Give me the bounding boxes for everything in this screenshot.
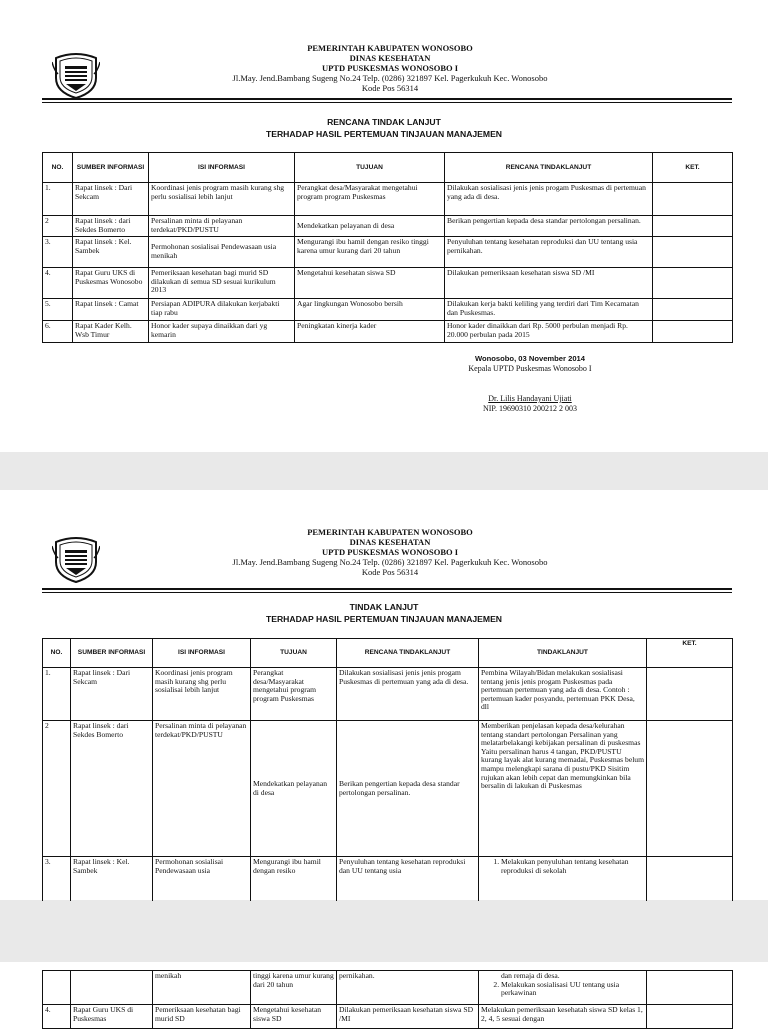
cell-no: 5. xyxy=(43,299,73,321)
cell-sumber: Rapat Guru UKS di Puskesmas Wonosobo xyxy=(73,268,149,299)
cell-no: 2 xyxy=(43,216,73,237)
table-header-row xyxy=(43,153,733,183)
table-row xyxy=(43,299,733,321)
doc-subtitle: TERHADAP HASIL PERTEMUAN TINJAUAN MANAJEMEN xyxy=(265,129,503,139)
cell-tindaklanjut: Memberikan penjelasan kepada desa/kelurahan tentang standart pertolongan Persalinan yang melatarbelakangi kebijakan persalinan di puskesmas Yaitu persalinan harus 4 tangan, PKD/PUSTU kurang layak alat kurang memadai, Puskesmas belum mampu melengkapi sarana di pustu/PKD Sisitim rujukan akan lebih cepat dan memungkinkan bila bersalin di lakukan di Puskesmas xyxy=(479,721,647,857)
cell-tujuan: Mengetahui kesehatan siswa SD xyxy=(295,268,445,299)
col-header: TINDAKLANJUT xyxy=(479,639,647,668)
signature-position: Kepala UPTD Puskesmas Wonosobo I xyxy=(468,364,592,373)
cell-tujuan: Agar lingkungan Wonosobo bersih xyxy=(295,299,445,321)
cell-sumber: Rapat linsek : Kel. Sambek xyxy=(73,237,149,268)
col-header: SUMBER INFORMASI xyxy=(71,639,153,668)
cell-isi: Persalinan minta di pelayanan terdekat/PKD/PUSTU xyxy=(153,721,251,857)
table-row xyxy=(43,1005,733,1029)
table-row xyxy=(43,237,733,268)
office-name: DINAS KESEHATAN xyxy=(349,53,431,63)
col-header: RENCANA TINDAKLANJUT xyxy=(337,639,479,668)
cell-rencana: Penyuluhan tentang kesehatan reproduksi dan UU tentang usia pernikahan. xyxy=(445,237,653,268)
cell-tujuan: Mendekatkan pelayanan di desa xyxy=(295,216,445,237)
address: Jl.May. Jend.Bambang Sugeng No.24 Telp. (0286) 321897 Kel. Pagerkukuh Kec. Wonosobo xyxy=(232,557,548,567)
signatory-name: Dr. Lilis Handayani Ujiati xyxy=(488,394,572,403)
cell-sumber: Rapat linsek : Kel. Sambek xyxy=(71,857,153,901)
header-rule xyxy=(42,588,732,593)
cell-isi: Koordinasi jenis program masih kurang shg perlu sosialisai lebih lanjut xyxy=(149,183,295,216)
cell-ket xyxy=(653,321,733,343)
cell-ket xyxy=(647,971,733,1005)
cell-sumber: Rapat linsek : Camat xyxy=(73,299,149,321)
letterhead-1 xyxy=(0,40,768,100)
cell-isi: Permohonan sosialisai Pendewasaan usia xyxy=(153,857,251,901)
cell-sumber xyxy=(71,971,153,1005)
cell-tujuan: Mengurangi ibu hamil dengan resiko tinggi karena umur kurang dari 20 tahun xyxy=(295,237,445,268)
cell-ket xyxy=(647,668,733,721)
col-header: SUMBER INFORMASI xyxy=(73,153,149,183)
cell-ket xyxy=(653,216,733,237)
cell-ket xyxy=(647,857,733,901)
table-row xyxy=(43,971,733,1005)
cell-tindaklanjut: Melakukan pemeriksaan kesehatah siswa SD kelas 1, 2, 4, 5 sesuai dengan xyxy=(479,1005,647,1029)
cell-rencana: Dilakukan sosialisasi jenis jenis progam Puskesmas di pertemuan yang ada di desa. xyxy=(337,668,479,721)
doc-title: RENCANA TINDAK LANJUT xyxy=(327,117,441,127)
cell-rencana: Penyuluhan tentang kesehatan reproduksi dan UU tentang usia xyxy=(337,857,479,901)
table-row xyxy=(43,321,733,343)
cell-tujuan: tinggi karena umur kurang dari 20 tahun xyxy=(251,971,337,1005)
cell-ket xyxy=(653,183,733,216)
cell-tujuan: Peningkatan kinerja kader xyxy=(295,321,445,343)
table-row xyxy=(43,668,733,721)
doc-title: TINDAK LANJUT xyxy=(349,602,419,612)
col-header: NO. xyxy=(43,639,71,668)
list-item: 1. Melakukan penyuluhan tentang kesehatan reproduksi di sekolah xyxy=(501,858,644,875)
cell-no: 2 xyxy=(43,721,71,857)
signature-block xyxy=(430,354,630,414)
letterhead-2 xyxy=(0,524,768,584)
unit-name: UPTD PUSKESMAS WONOSOBO I xyxy=(321,63,459,73)
list-item: 2. Melakukan sosialisasi UU tentang usia perkawinan xyxy=(501,981,644,998)
table-row xyxy=(43,183,733,216)
cell-sumber: Rapat linsek : Dari Sekcam xyxy=(73,183,149,216)
table-row xyxy=(43,721,733,857)
doc-subtitle: TERHADAP HASIL PERTEMUAN TINJAUAN MANAJEMEN xyxy=(265,614,503,624)
cell-isi: Honor kader supaya dinaikkan dari yg kemarin xyxy=(149,321,295,343)
cell-rencana: pernikahan. xyxy=(337,971,479,1005)
cell-rencana: Berikan pengertian kepada desa standar pertolongan persalinan. xyxy=(445,216,653,237)
cell-ket xyxy=(653,268,733,299)
postal-code: Kode Pos 56314 xyxy=(361,83,419,93)
gov-name: PEMERINTAH KABUPATEN WONOSOBO xyxy=(307,527,473,537)
cell-no: 3. xyxy=(43,857,71,901)
cell-sumber: Rapat linsek : dari Sekdes Bomerto xyxy=(71,721,153,857)
signature-date: Wonosobo, 03 November 2014 xyxy=(474,354,585,363)
cell-isi: Persiapan ADIPURA dilakukan kerjabakti tiap rabu xyxy=(149,299,295,321)
cell-no: 4. xyxy=(43,1005,71,1029)
signatory-nip: NIP. 19690310 200212 2 003 xyxy=(482,404,577,413)
cell-isi: Permohonan sosialisai Pendewasaan usia menikah xyxy=(149,237,295,268)
page-gap xyxy=(0,900,768,962)
tl-table-continued xyxy=(42,970,733,1029)
cell-rencana: Dilakukan kerja bakti keliling yang terdiri dari Tim Kecamatan dan Puskesmas. xyxy=(445,299,653,321)
wonosobo-emblem-icon xyxy=(52,48,100,100)
cell-no: 1. xyxy=(43,668,71,721)
cell-tujuan: Mengurangi ibu hamil dengan resiko xyxy=(251,857,337,901)
cell-tujuan: Perangkat desa/Masyarakat mengetahui program program Puskesmas xyxy=(295,183,445,216)
cell-tujuan: Perangkat desa/Masyarakat mengetahui program program Puskesmas xyxy=(251,668,337,721)
unit-name: UPTD PUSKESMAS WONOSOBO I xyxy=(321,547,459,557)
cell-rencana: Dilakukan sosialisasi jenis jenis progam Puskesmas di pertemuan yang ada di desa. xyxy=(445,183,653,216)
cell-no xyxy=(43,971,71,1005)
table-row xyxy=(43,216,733,237)
rtl-table xyxy=(42,152,733,343)
col-header: KET. xyxy=(647,639,733,668)
gov-name: PEMERINTAH KABUPATEN WONOSOBO xyxy=(307,43,473,53)
cell-tindaklanjut xyxy=(479,971,647,1005)
cell-tindaklanjut xyxy=(479,857,647,901)
cell-tujuan: Mengetahui kesehatan siswa SD xyxy=(251,1005,337,1029)
table-row xyxy=(43,857,733,901)
col-header: TUJUAN xyxy=(295,153,445,183)
cell-rencana: Dilakukan pemeriksaan kesehatan siswa SD /MI xyxy=(337,1005,479,1029)
list-item-continued: dan remaja di desa. xyxy=(501,971,560,980)
cell-no: 6. xyxy=(43,321,73,343)
cell-rencana: Berikan pengertian kepada desa standar pertolongan persalinan. xyxy=(337,721,479,857)
table-header-row xyxy=(43,639,733,668)
cell-ket xyxy=(653,299,733,321)
cell-ket xyxy=(647,1005,733,1029)
wonosobo-emblem-icon xyxy=(52,532,100,584)
cell-sumber: Rapat Guru UKS di Puskesmas xyxy=(71,1005,153,1029)
cell-tujuan: Mendekatkan pelayanan di desa xyxy=(251,721,337,857)
cell-no: 1. xyxy=(43,183,73,216)
tl-table xyxy=(42,638,733,901)
col-header: NO. xyxy=(43,153,73,183)
col-header: ISI INFORMASI xyxy=(149,153,295,183)
cell-isi: menikah xyxy=(153,971,251,1005)
col-header: ISI INFORMASI xyxy=(153,639,251,668)
cell-ket xyxy=(647,721,733,857)
cell-isi: Pemeriksaan kesehatan bagi murid SD dilakukan di semua SD sesuai kurikulum 2013 xyxy=(149,268,295,299)
cell-no: 3. xyxy=(43,237,73,268)
cell-rencana: Dilakukan pemeriksaan kesehatan siswa SD /MI xyxy=(445,268,653,299)
cell-isi: Koordinasi jenis program masih kurang shg perlu sosialisai lebih lanjut xyxy=(153,668,251,721)
table-row xyxy=(43,268,733,299)
cell-ket xyxy=(653,237,733,268)
cell-isi: Persalinan minta di pelayanan terdekat/PKD/PUSTU xyxy=(149,216,295,237)
cell-tindaklanjut: Pembina Wilayah/Bidan melakukan sosialisasi tentang jenis jenis progam Puskesmas pada pertemuan pertemuan yang ada di desa. Contoh : pertemuan kader posyandu, pertemuan PKK Desa, dll xyxy=(479,668,647,721)
cell-sumber: Rapat linsek : Dari Sekcam xyxy=(71,668,153,721)
page-gap xyxy=(0,452,768,490)
postal-code: Kode Pos 56314 xyxy=(361,567,419,577)
col-header: TUJUAN xyxy=(251,639,337,668)
cell-sumber: Rapat Kader Kelh. Wsb Timur xyxy=(73,321,149,343)
col-header: KET. xyxy=(653,153,733,183)
header-rule xyxy=(42,98,732,103)
cell-sumber: Rapat linsek : dari Sekdes Bomerto xyxy=(73,216,149,237)
address: Jl.May. Jend.Bambang Sugeng No.24 Telp. (0286) 321897 Kel. Pagerkukuh Kec. Wonosobo xyxy=(232,73,548,83)
col-header: RENCANA TINDAKLANJUT xyxy=(445,153,653,183)
office-name: DINAS KESEHATAN xyxy=(349,537,431,547)
cell-no: 4. xyxy=(43,268,73,299)
cell-isi: Pemeriksaan kesehatan bagi murid SD xyxy=(153,1005,251,1029)
cell-rencana: Honor kader dinaikkan dari Rp. 5000 perbulan menjadi Rp. 20.000 perbulan pada 2015 xyxy=(445,321,653,343)
